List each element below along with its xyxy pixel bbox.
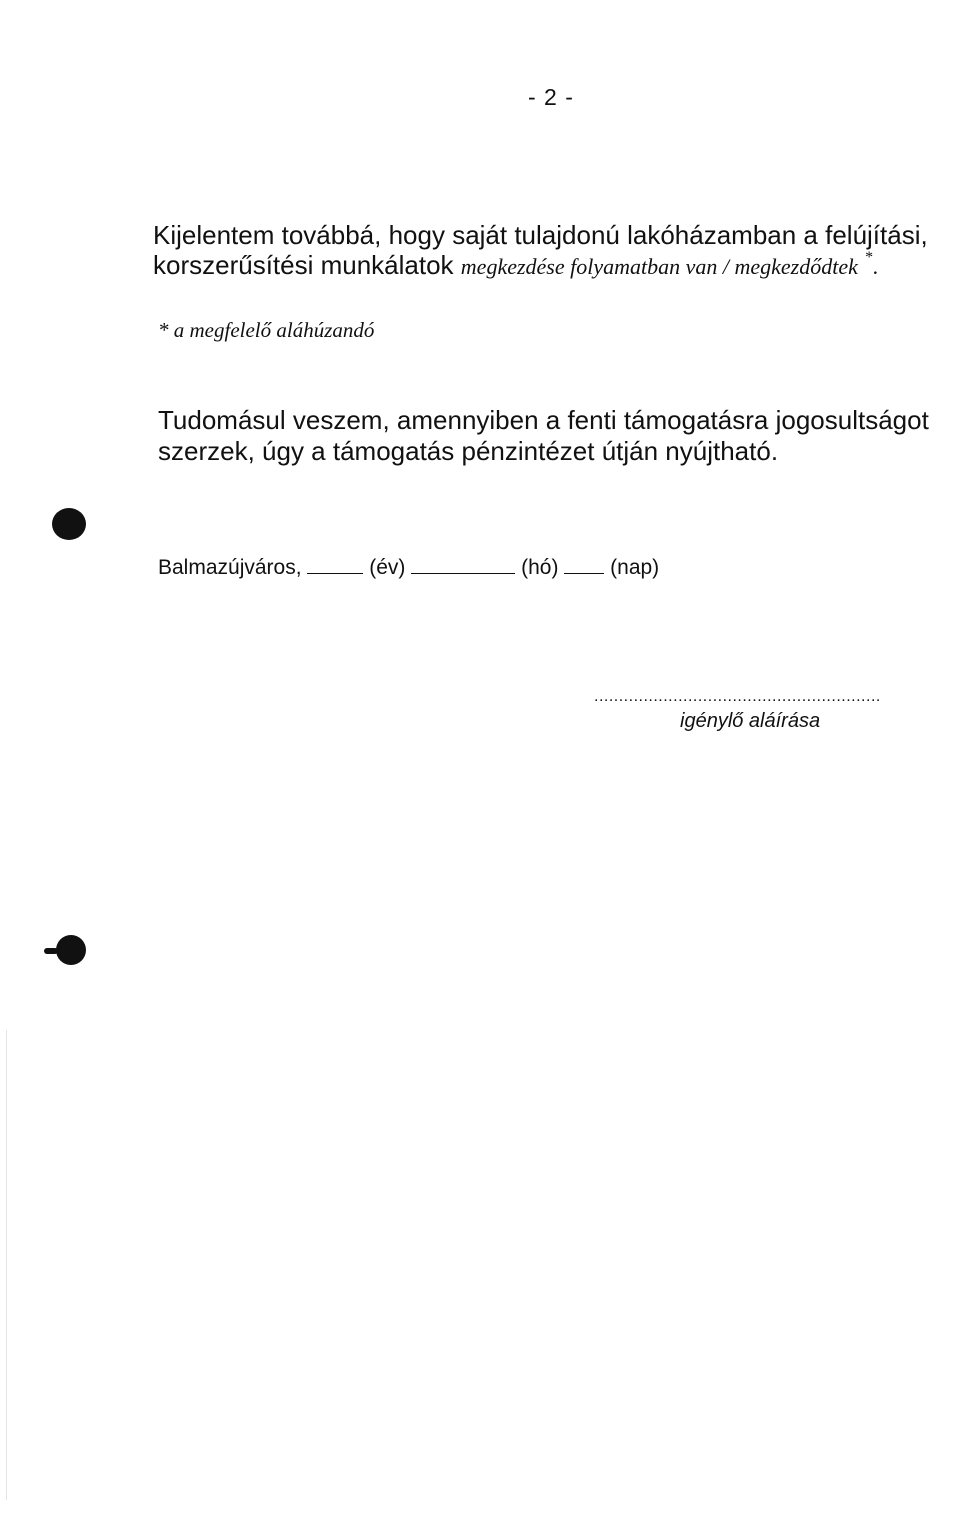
declaration-line-1: Kijelentem továbbá, hogy saját tulajdonú lakóházamban a felújítási, [153, 220, 928, 250]
page-number: - 2 - [528, 84, 574, 110]
year-label: (év) [369, 556, 406, 579]
date-line [158, 556, 659, 580]
acknowledgement-line-1: Tudomásul veszem, amennyiben a fenti támogatásra jogosultságot [158, 405, 929, 435]
footnote: * a megfelelő aláhúzandó [158, 318, 375, 342]
declaration-paragraph [153, 220, 928, 285]
declaration-line-2 [153, 250, 928, 285]
signature-line[interactable]: .......................................................... [594, 688, 881, 705]
year-blank[interactable] [307, 559, 363, 574]
signature-label: igénylő aláírása [680, 710, 821, 732]
acknowledgement-line-2: szerzek, úgy a támogatás pénzintézet útján nyújtható. [158, 436, 779, 466]
acknowledgement-paragraph [158, 405, 929, 467]
punch-hole-mark [56, 935, 86, 965]
day-blank[interactable] [564, 559, 604, 574]
scan-edge-line [6, 1030, 7, 1500]
month-blank[interactable] [411, 559, 515, 574]
day-label: (nap) [610, 556, 660, 579]
month-label: (hó) [521, 556, 559, 579]
place-name: Balmazújváros, [158, 556, 302, 579]
declaration-period: . [873, 254, 879, 279]
punch-hole-mark [52, 508, 86, 540]
asterisk-mark: * [865, 249, 874, 266]
punch-hole-tail [44, 948, 58, 954]
declaration-options: megkezdése folyamatban van / megkezdődtek [460, 254, 858, 279]
declaration-line-2-text: korszerűsítési munkálatok [153, 250, 461, 280]
